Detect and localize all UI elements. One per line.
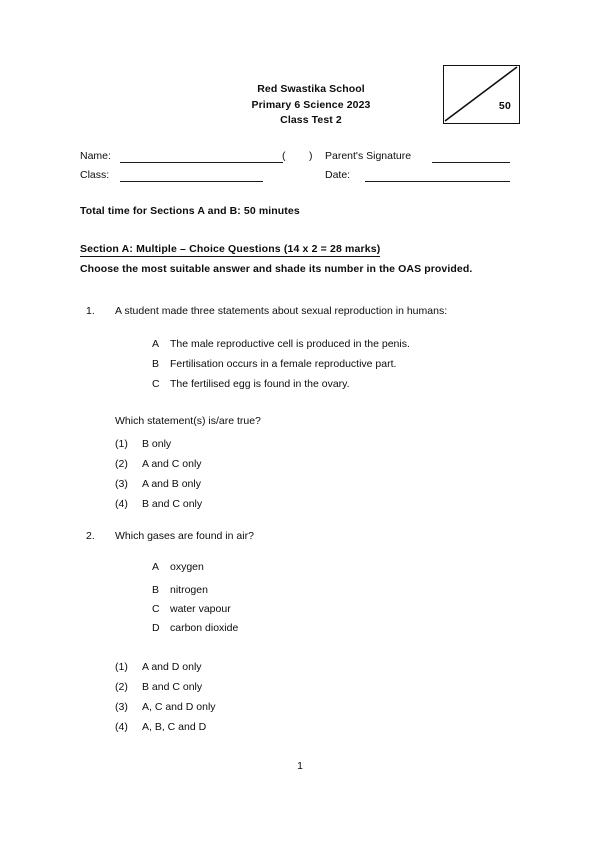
question-1-option-1[interactable] [115, 438, 171, 450]
statement-text: nitrogen [170, 584, 208, 596]
candidate-particulars [0, 148, 600, 188]
question-1-statement-a [152, 338, 410, 350]
question-2-option-3[interactable] [115, 701, 216, 713]
option-text: A and C only [142, 458, 202, 470]
option-number: (3) [115, 478, 128, 490]
question-1-number: 1. [86, 305, 95, 317]
question-2-stem: Which gases are found in air? [115, 530, 254, 542]
page-number: 1 [297, 760, 303, 772]
statement-letter: A [152, 338, 160, 350]
statement-text: oxygen [170, 561, 204, 573]
paper-title: Class Test 2 [280, 114, 342, 126]
statement-text: The male reproductive cell is produced in the penis. [170, 338, 410, 350]
class-input-rule[interactable] [120, 181, 263, 182]
question-1-stem: A student made three statements about sexual reproduction in humans: [115, 305, 448, 317]
statement-letter: D [152, 622, 160, 634]
school-name: Red Swastika School [257, 83, 365, 95]
statement-text: carbon dioxide [170, 622, 239, 634]
marks-total-value: 50 [498, 100, 511, 112]
option-number: (1) [115, 661, 128, 673]
class-label: Class: [80, 169, 110, 181]
date-input-rule[interactable] [365, 181, 510, 182]
question-2-option-2[interactable] [115, 681, 202, 693]
question-2-statement-b [152, 584, 208, 596]
option-text: B and C only [142, 681, 203, 693]
option-number: (1) [115, 438, 128, 450]
marks-box [443, 65, 520, 124]
statement-text: Fertilisation occurs in a female reproductive part. [170, 358, 397, 370]
question-2-option-1[interactable] [115, 661, 202, 673]
question-1-statement-c [152, 378, 350, 390]
index-close-paren: ) [309, 150, 313, 162]
question-2-statement-a [152, 561, 204, 573]
option-text: A and D only [142, 661, 202, 673]
option-text: A, C and D only [142, 701, 216, 713]
statement-text: water vapour [170, 603, 231, 615]
statement-letter: C [152, 378, 160, 390]
question-2-number: 2. [86, 530, 95, 542]
question-2-option-4[interactable] [115, 721, 206, 733]
question-1-option-4[interactable] [115, 498, 202, 510]
statement-letter: C [152, 603, 160, 615]
option-number: (3) [115, 701, 128, 713]
subject-and-year: Primary 6 Science 2023 [251, 98, 371, 111]
statement-letter: B [152, 358, 160, 370]
question-2-statement-d [152, 622, 238, 634]
name-label: Name: [80, 150, 111, 162]
question-1-followup: Which statement(s) is/are true? [115, 415, 261, 427]
statement-letter: B [152, 584, 160, 596]
marks-box-diagonal-icon [444, 66, 519, 123]
parent-signature-label: Parent's Signature [325, 150, 412, 162]
option-text: A, B, C and D [142, 721, 207, 733]
parent-signature-input-rule[interactable] [432, 162, 510, 163]
option-text: B only [142, 438, 172, 450]
question-1-option-2[interactable] [115, 458, 202, 470]
option-text: B and C only [142, 498, 203, 510]
question-2-statement-c [152, 603, 231, 615]
option-number: (2) [115, 681, 128, 693]
section-a-instruction: Choose the most suitable answer and shade its number in the OAS provided. [80, 263, 473, 275]
name-input-rule[interactable] [120, 162, 283, 163]
section-a-heading: Section A: Multiple – Choice Questions (14 x 2 = 28 marks) [80, 243, 381, 255]
question-1-statement-b [152, 358, 396, 370]
date-label: Date: [325, 169, 351, 181]
option-number: (4) [115, 721, 128, 733]
total-time-instruction: Total time for Sections A and B: 50 minutes [80, 205, 300, 217]
index-open-paren: ( [282, 150, 286, 162]
option-number: (4) [115, 498, 128, 510]
statement-letter: A [152, 561, 160, 573]
option-text: A and B only [142, 478, 201, 490]
option-number: (2) [115, 458, 128, 470]
question-1-option-3[interactable] [115, 478, 201, 490]
statement-text: The fertilised egg is found in the ovary. [170, 378, 350, 390]
